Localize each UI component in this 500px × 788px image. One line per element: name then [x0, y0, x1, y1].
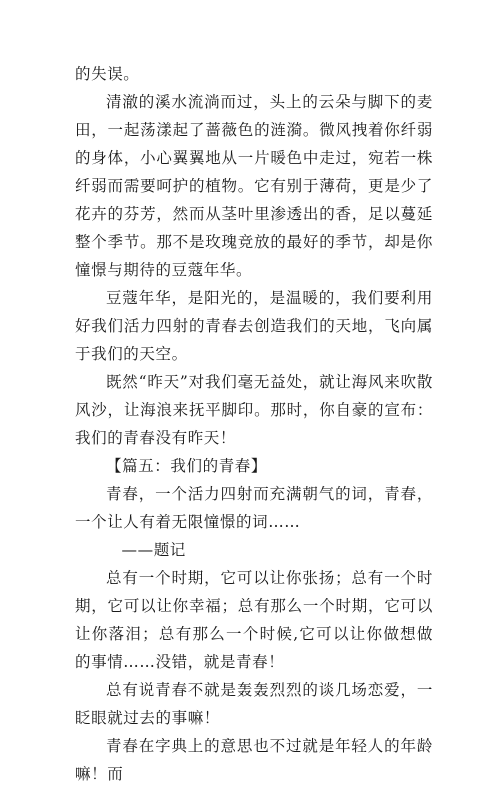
paragraph-dictionary-meaning: 青春在字典上的意思也不过就是年轻人的年龄嘛！而 — [75, 737, 433, 783]
section-heading: 【篇五：我们的青春】 — [106, 457, 268, 475]
paragraph-stream-scene: 清澈的溪水流淌而过，头上的云朵与脚下的麦田，一起荡漾起了蔷薇色的涟漪。微风拽着你纤弱的身体，小心翼翼地从一片暖色中走过，宛若一株纤弱而需要呵护的植物。它有别于薄荷，更是少了花卉的芬芳，然而从茎叶里渗透出的香，足以蔓延整个季节。那不是玫瑰竞放的最好的季节，却是你憧憬与期待的豆蔻年华。 — [75, 93, 433, 279]
paragraph-romance: 总有说青春不就是轰轰烈烈的谈几场恋爱，一眨眼就过去的事嘛！ — [75, 681, 433, 727]
paragraph-youth-sunshine: 豆蔻年华，是阳光的，是温暖的，我们要利用好我们活力四射的青春去创造我们的天地，飞向属于我们的天空。 — [75, 289, 433, 363]
document-body — [75, 60, 433, 788]
paragraph-always-a-period: 总有一个时期，它可以让你张扬；总有一个时期，它可以让你幸福；总有那么一个时期，它可以让你落泪；总有那么一个时候,它可以让你做想做的事情……没错，就是青春！ — [75, 569, 433, 671]
paragraph-continuation: 的失误。 — [75, 65, 140, 83]
paragraph-youth-definition: 青春，一个活力四射而充满朝气的词，青春，一个让人有着无限憧憬的词…… — [75, 485, 433, 531]
epigraph-attribution: ——题记 — [121, 541, 186, 559]
paragraph-no-yesterday: 既然“昨天”对我们毫无益处，就让海风来吹散风沙，让海浪来抚平脚印。那时，你自豪的宣布：我们的青春没有昨天！ — [75, 373, 433, 447]
